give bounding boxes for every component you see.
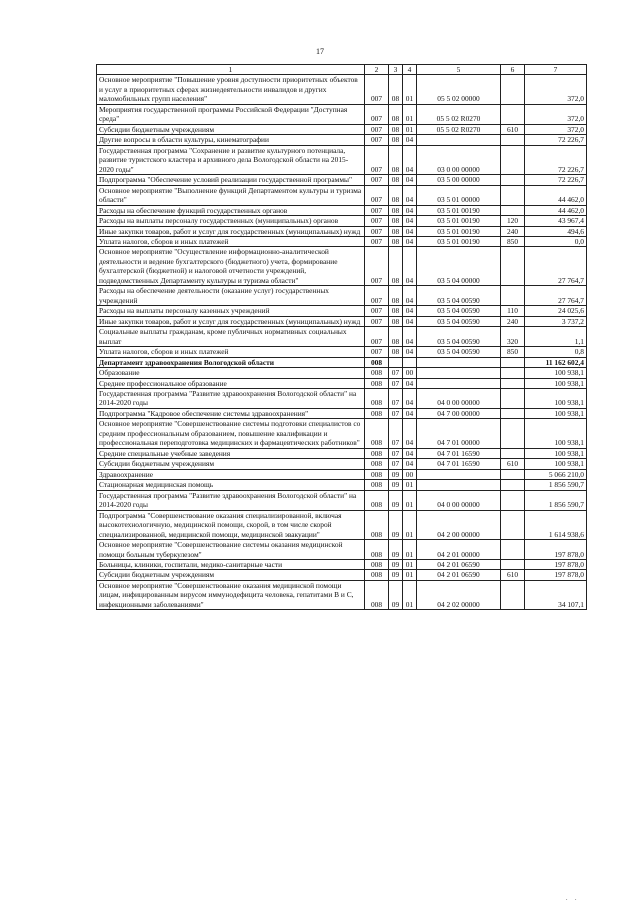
header-cell: 3 bbox=[389, 65, 403, 75]
table-row bbox=[97, 124, 587, 134]
table-row bbox=[97, 327, 587, 347]
subsection-code-cell: 04 bbox=[403, 145, 417, 174]
item-name-cell: Субсидии бюджетным учреждениям bbox=[97, 570, 365, 580]
amount-cell: 44 462,0 bbox=[525, 205, 587, 215]
table-row bbox=[97, 510, 587, 539]
table-row bbox=[97, 419, 587, 448]
table-row bbox=[97, 135, 587, 145]
target-article-cell: 03 5 01 00190 bbox=[417, 236, 501, 246]
section-code-cell: 08 bbox=[389, 75, 403, 104]
table-row bbox=[97, 216, 587, 226]
grbs-code-cell: 008 bbox=[365, 368, 389, 378]
grbs-code-cell: 007 bbox=[365, 236, 389, 246]
amount-cell: 3 737,2 bbox=[525, 316, 587, 326]
item-name-cell: Государственная программа "Развитие здравоохранения Вологодской области" на 2014-2020 годы bbox=[97, 389, 365, 409]
grbs-code-cell: 008 bbox=[365, 480, 389, 490]
item-name-cell: Расходы на выплаты персоналу государственных (муниципальных) органов bbox=[97, 216, 365, 226]
amount-cell: 100 938,1 bbox=[525, 448, 587, 458]
section-code-cell: 08 bbox=[389, 185, 403, 205]
grbs-code-cell: 007 bbox=[365, 145, 389, 174]
table-row bbox=[97, 378, 587, 388]
item-name-cell: Уплата налогов, сборов и иных платежей bbox=[97, 236, 365, 246]
item-name-cell: Подпрограмма "Обеспечение условий реализации государственной программы" bbox=[97, 175, 365, 185]
section-code-cell: 08 bbox=[389, 247, 403, 286]
header-cell: 4 bbox=[403, 65, 417, 75]
expense-type-cell bbox=[501, 185, 525, 205]
grbs-code-cell: 007 bbox=[365, 306, 389, 316]
subsection-code-cell: 04 bbox=[403, 389, 417, 409]
section-code-cell bbox=[389, 357, 403, 367]
header-cell: 2 bbox=[365, 65, 389, 75]
amount-cell: 72 226,7 bbox=[525, 175, 587, 185]
subsection-code-cell: 01 bbox=[403, 510, 417, 539]
header-cell: 5 bbox=[417, 65, 501, 75]
section-code-cell: 09 bbox=[389, 510, 403, 539]
table-row bbox=[97, 145, 587, 174]
amount-cell: 1 856 590,7 bbox=[525, 490, 587, 510]
target-article-cell: 04 2 01 00000 bbox=[417, 540, 501, 560]
item-name-cell: Расходы на обеспечение функций государственных органов bbox=[97, 205, 365, 215]
amount-cell: 27 764,7 bbox=[525, 286, 587, 306]
target-article-cell: 04 7 01 00000 bbox=[417, 419, 501, 448]
target-article-cell: 03 0 00 00000 bbox=[417, 145, 501, 174]
target-article-cell: 03 5 04 00590 bbox=[417, 327, 501, 347]
table-row bbox=[97, 570, 587, 580]
subsection-code-cell: 04 bbox=[403, 247, 417, 286]
expense-type-cell bbox=[501, 286, 525, 306]
expense-type-cell bbox=[501, 580, 525, 609]
table-row bbox=[97, 480, 587, 490]
subsection-code-cell: 04 bbox=[403, 448, 417, 458]
grbs-code-cell: 008 bbox=[365, 580, 389, 609]
item-name-cell: Уплата налогов, сборов и иных платежей bbox=[97, 347, 365, 357]
header-cell: 1 bbox=[97, 65, 365, 75]
grbs-code-cell: 007 bbox=[365, 316, 389, 326]
target-article-cell: 05 5 02 00000 bbox=[417, 75, 501, 104]
expense-type-cell: 110 bbox=[501, 306, 525, 316]
grbs-code-cell: 007 bbox=[365, 185, 389, 205]
amount-cell: 0,0 bbox=[525, 236, 587, 246]
item-name-cell: Средние специальные учебные заведения bbox=[97, 448, 365, 458]
section-code-cell: 07 bbox=[389, 448, 403, 458]
amount-cell: 34 107,1 bbox=[525, 580, 587, 609]
target-article-cell: 04 7 01 16590 bbox=[417, 448, 501, 458]
subsection-code-cell: 04 bbox=[403, 327, 417, 347]
grbs-code-cell: 008 bbox=[365, 490, 389, 510]
expense-type-cell bbox=[501, 247, 525, 286]
target-article-cell: 03 5 01 00190 bbox=[417, 216, 501, 226]
target-article-cell bbox=[417, 135, 501, 145]
expense-type-cell bbox=[501, 510, 525, 539]
item-name-cell: Подпрограмма "Совершенствование оказания специализированной, включая высокотехнологичную, медицинской помощи, скорой, в том числе скорой специализированной, медицинской помощи, медицинской эвакуации" bbox=[97, 510, 365, 539]
section-code-cell: 08 bbox=[389, 327, 403, 347]
target-article-cell: 03 5 04 00590 bbox=[417, 347, 501, 357]
table-body bbox=[97, 75, 587, 610]
section-code-cell: 07 bbox=[389, 459, 403, 469]
target-article-cell: 04 2 00 00000 bbox=[417, 510, 501, 539]
section-code-cell: 07 bbox=[389, 419, 403, 448]
amount-cell: 0,8 bbox=[525, 347, 587, 357]
amount-cell: 1 614 938,6 bbox=[525, 510, 587, 539]
amount-cell: 372,0 bbox=[525, 124, 587, 134]
section-code-cell: 08 bbox=[389, 347, 403, 357]
subsection-code-cell: 04 bbox=[403, 205, 417, 215]
grbs-code-cell: 008 bbox=[365, 448, 389, 458]
grbs-code-cell: 007 bbox=[365, 75, 389, 104]
amount-cell: 197 878,0 bbox=[525, 570, 587, 580]
grbs-code-cell: 008 bbox=[365, 469, 389, 479]
grbs-code-cell: 007 bbox=[365, 247, 389, 286]
grbs-code-cell: 007 bbox=[365, 135, 389, 145]
grbs-code-cell: 008 bbox=[365, 408, 389, 418]
subsection-code-cell: 04 bbox=[403, 226, 417, 236]
table-row bbox=[97, 389, 587, 409]
section-code-cell: 08 bbox=[389, 316, 403, 326]
table-row bbox=[97, 490, 587, 510]
target-article-cell: 03 5 01 00000 bbox=[417, 185, 501, 205]
amount-cell: 197 878,0 bbox=[525, 540, 587, 560]
subsection-code-cell: 00 bbox=[403, 368, 417, 378]
target-article-cell bbox=[417, 469, 501, 479]
amount-cell: 100 938,1 bbox=[525, 459, 587, 469]
expense-type-cell bbox=[501, 540, 525, 560]
target-article-cell bbox=[417, 378, 501, 388]
table-row bbox=[97, 185, 587, 205]
section-code-cell: 07 bbox=[389, 389, 403, 409]
budget-table bbox=[96, 64, 587, 610]
target-article-cell: 04 0 00 00000 bbox=[417, 389, 501, 409]
item-name-cell: Подпрограмма "Кадровое обеспечение системы здравоохранения" bbox=[97, 408, 365, 418]
grbs-code-cell: 007 bbox=[365, 226, 389, 236]
expense-type-cell: 610 bbox=[501, 124, 525, 134]
target-article-cell bbox=[417, 357, 501, 367]
table-row bbox=[97, 306, 587, 316]
expense-type-cell bbox=[501, 175, 525, 185]
section-code-cell: 08 bbox=[389, 124, 403, 134]
table-row bbox=[97, 286, 587, 306]
section-code-cell: 09 bbox=[389, 580, 403, 609]
subsection-code-cell: 01 bbox=[403, 570, 417, 580]
target-article-cell: 03 5 00 00000 bbox=[417, 175, 501, 185]
expense-type-cell bbox=[501, 389, 525, 409]
grbs-code-cell: 008 bbox=[365, 357, 389, 367]
target-article-cell: 03 5 04 00590 bbox=[417, 286, 501, 306]
expense-type-cell: 120 bbox=[501, 216, 525, 226]
item-name-cell: Социальные выплаты гражданам, кроме публичных нормативных социальных выплат bbox=[97, 327, 365, 347]
item-name-cell: Основное мероприятие "Выполнение функций Департаментом культуры и туризма области" bbox=[97, 185, 365, 205]
expense-type-cell: 240 bbox=[501, 226, 525, 236]
subsection-code-cell: 01 bbox=[403, 540, 417, 560]
section-code-cell: 09 bbox=[389, 570, 403, 580]
grbs-code-cell: 008 bbox=[365, 378, 389, 388]
subsection-code-cell: 01 bbox=[403, 104, 417, 124]
subsection-code-cell: 01 bbox=[403, 480, 417, 490]
item-name-cell: Мероприятия государственной программы Российской Федерации "Доступная среда" bbox=[97, 104, 365, 124]
section-code-cell: 08 bbox=[389, 104, 403, 124]
grbs-code-cell: 008 bbox=[365, 389, 389, 409]
table-row bbox=[97, 316, 587, 326]
expense-type-cell bbox=[501, 419, 525, 448]
expense-type-cell bbox=[501, 104, 525, 124]
target-article-cell: 04 2 01 06590 bbox=[417, 559, 501, 569]
section-code-cell: 08 bbox=[389, 205, 403, 215]
grbs-code-cell: 007 bbox=[365, 124, 389, 134]
target-article-cell: 03 5 04 00000 bbox=[417, 247, 501, 286]
item-name-cell: Основное мероприятие "Совершенствование системы подготовки специалистов со средним профессиональным образованием, повышение квалификации и профессиональная переподготовка медицинских и фармацевтических работников" bbox=[97, 419, 365, 448]
expense-type-cell bbox=[501, 378, 525, 388]
table-row bbox=[97, 580, 587, 609]
expense-type-cell: 320 bbox=[501, 327, 525, 347]
item-name-cell: Субсидии бюджетным учреждениям bbox=[97, 459, 365, 469]
table-row bbox=[97, 75, 587, 104]
subsection-code-cell: 04 bbox=[403, 459, 417, 469]
table-row bbox=[97, 408, 587, 418]
amount-cell: 100 938,1 bbox=[525, 368, 587, 378]
grbs-code-cell: 007 bbox=[365, 216, 389, 226]
expense-type-cell: 610 bbox=[501, 570, 525, 580]
grbs-code-cell: 007 bbox=[365, 175, 389, 185]
target-article-cell: 04 2 01 06590 bbox=[417, 570, 501, 580]
header-row bbox=[97, 65, 587, 75]
grbs-code-cell: 007 bbox=[365, 286, 389, 306]
table-header bbox=[97, 65, 587, 75]
section-code-cell: 09 bbox=[389, 490, 403, 510]
amount-cell: 11 162 602,4 bbox=[525, 357, 587, 367]
subsection-code-cell: 04 bbox=[403, 347, 417, 357]
subsection-code-cell: 00 bbox=[403, 469, 417, 479]
item-name-cell: Стационарная медицинская помощь bbox=[97, 480, 365, 490]
target-article-cell: 05 5 02 R0270 bbox=[417, 104, 501, 124]
amount-cell: 372,0 bbox=[525, 75, 587, 104]
section-code-cell: 08 bbox=[389, 286, 403, 306]
amount-cell: 100 938,1 bbox=[525, 419, 587, 448]
expense-type-cell bbox=[501, 469, 525, 479]
amount-cell: 72 226,7 bbox=[525, 135, 587, 145]
amount-cell: 494,6 bbox=[525, 226, 587, 236]
item-name-cell: Здравоохранение bbox=[97, 469, 365, 479]
target-article-cell: 04 7 01 16590 bbox=[417, 459, 501, 469]
table-row bbox=[97, 540, 587, 560]
item-name-cell: Образование bbox=[97, 368, 365, 378]
subsection-code-cell: 04 bbox=[403, 216, 417, 226]
section-code-cell: 09 bbox=[389, 480, 403, 490]
amount-cell: 100 938,1 bbox=[525, 389, 587, 409]
subsection-code-cell: 04 bbox=[403, 135, 417, 145]
expense-type-cell: 850 bbox=[501, 347, 525, 357]
subsection-code-cell: 04 bbox=[403, 236, 417, 246]
section-code-cell: 09 bbox=[389, 540, 403, 560]
grbs-code-cell: 008 bbox=[365, 459, 389, 469]
subsection-code-cell bbox=[403, 357, 417, 367]
header-cell: 6 bbox=[501, 65, 525, 75]
section-code-cell: 08 bbox=[389, 175, 403, 185]
expense-type-cell bbox=[501, 145, 525, 174]
table-row bbox=[97, 347, 587, 357]
section-code-cell: 08 bbox=[389, 306, 403, 316]
subsection-code-cell: 04 bbox=[403, 185, 417, 205]
table-row bbox=[97, 247, 587, 286]
item-name-cell: Среднее профессиональное образование bbox=[97, 378, 365, 388]
expense-type-cell bbox=[501, 448, 525, 458]
amount-cell: 1 856 590,7 bbox=[525, 480, 587, 490]
expense-type-cell bbox=[501, 205, 525, 215]
item-name-cell: Департамент здравоохранения Вологодской области bbox=[97, 357, 365, 367]
table-row bbox=[97, 469, 587, 479]
expense-type-cell: 850 bbox=[501, 236, 525, 246]
header-cell: 7 bbox=[525, 65, 587, 75]
amount-cell: 5 066 210,0 bbox=[525, 469, 587, 479]
item-name-cell: Государственная программа "Развитие здравоохранения Вологодской области" на 2014-2020 годы bbox=[97, 490, 365, 510]
item-name-cell: Государственная программа "Сохранение и развитие культурного потенциала, развитие туристского кластера и архивного дела Вологодской области на 2015-2020 годы" bbox=[97, 145, 365, 174]
expense-type-cell bbox=[501, 135, 525, 145]
target-article-cell: 03 5 01 00190 bbox=[417, 205, 501, 215]
grbs-code-cell: 008 bbox=[365, 540, 389, 560]
subsection-code-cell: 04 bbox=[403, 175, 417, 185]
section-code-cell: 07 bbox=[389, 378, 403, 388]
grbs-code-cell: 007 bbox=[365, 327, 389, 347]
item-name-cell: Основное мероприятие "Совершенствование оказания медицинской помощи лицам, инфицированным вирусом иммунодефицита человека, гепатитами B и C, инфекционными заболеваниями" bbox=[97, 580, 365, 609]
subsection-code-cell: 01 bbox=[403, 559, 417, 569]
amount-cell: 27 764,7 bbox=[525, 247, 587, 286]
target-article-cell: 04 2 02 00000 bbox=[417, 580, 501, 609]
section-code-cell: 07 bbox=[389, 368, 403, 378]
amount-cell: 44 462,0 bbox=[525, 185, 587, 205]
target-article-cell bbox=[417, 368, 501, 378]
subsection-code-cell: 01 bbox=[403, 124, 417, 134]
subsection-code-cell: 04 bbox=[403, 306, 417, 316]
grbs-code-cell: 008 bbox=[365, 510, 389, 539]
grbs-code-cell: 007 bbox=[365, 205, 389, 215]
footer-mark: . . bbox=[566, 896, 580, 902]
section-code-cell: 09 bbox=[389, 559, 403, 569]
amount-cell: 43 967,4 bbox=[525, 216, 587, 226]
item-name-cell: Расходы на выплаты персоналу казенных учреждений bbox=[97, 306, 365, 316]
target-article-cell: 05 5 02 R0270 bbox=[417, 124, 501, 134]
table-row bbox=[97, 559, 587, 569]
section-code-cell: 08 bbox=[389, 145, 403, 174]
table-row bbox=[97, 357, 587, 367]
expense-type-cell bbox=[501, 75, 525, 104]
amount-cell: 24 025,6 bbox=[525, 306, 587, 316]
section-code-cell: 08 bbox=[389, 216, 403, 226]
subsection-code-cell: 04 bbox=[403, 419, 417, 448]
amount-cell: 100 938,1 bbox=[525, 378, 587, 388]
section-code-cell: 09 bbox=[389, 469, 403, 479]
amount-cell: 72 226,7 bbox=[525, 145, 587, 174]
grbs-code-cell: 008 bbox=[365, 559, 389, 569]
item-name-cell: Основное мероприятие "Осуществление информационно-аналитической деятельности и ведение бухгалтерского (бюджетного) учета, формирование бухгалтерской (бюджетной) и налоговой отчетности учреждений, подведомственных Департаменту культуры и туризма области" bbox=[97, 247, 365, 286]
item-name-cell: Иные закупки товаров, работ и услуг для государственных (муниципальных) нужд bbox=[97, 226, 365, 236]
section-code-cell: 07 bbox=[389, 408, 403, 418]
grbs-code-cell: 007 bbox=[365, 347, 389, 357]
grbs-code-cell: 008 bbox=[365, 570, 389, 580]
grbs-code-cell: 008 bbox=[365, 419, 389, 448]
target-article-cell: 04 0 00 00000 bbox=[417, 490, 501, 510]
table-row bbox=[97, 236, 587, 246]
section-code-cell: 08 bbox=[389, 135, 403, 145]
expense-type-cell bbox=[501, 357, 525, 367]
subsection-code-cell: 01 bbox=[403, 75, 417, 104]
table-row bbox=[97, 459, 587, 469]
expense-type-cell bbox=[501, 480, 525, 490]
section-code-cell: 08 bbox=[389, 226, 403, 236]
table-row bbox=[97, 104, 587, 124]
item-name-cell: Другие вопросы в области культуры, кинематографии bbox=[97, 135, 365, 145]
amount-cell: 1,1 bbox=[525, 327, 587, 347]
amount-cell: 372,0 bbox=[525, 104, 587, 124]
item-name-cell: Субсидии бюджетным учреждениям bbox=[97, 124, 365, 134]
grbs-code-cell: 007 bbox=[365, 104, 389, 124]
item-name-cell: Больницы, клиники, госпитали, медико-санитарные части bbox=[97, 559, 365, 569]
item-name-cell: Основное мероприятие "Совершенствование системы оказания медицинской помощи больным туберкулезом" bbox=[97, 540, 365, 560]
expense-type-cell: 610 bbox=[501, 459, 525, 469]
table-row bbox=[97, 205, 587, 215]
target-article-cell: 03 5 04 00590 bbox=[417, 316, 501, 326]
subsection-code-cell: 01 bbox=[403, 490, 417, 510]
table-row bbox=[97, 368, 587, 378]
subsection-code-cell: 04 bbox=[403, 378, 417, 388]
subsection-code-cell: 04 bbox=[403, 316, 417, 326]
expense-type-cell bbox=[501, 408, 525, 418]
expense-type-cell bbox=[501, 559, 525, 569]
target-article-cell: 03 5 04 00590 bbox=[417, 306, 501, 316]
table-row bbox=[97, 448, 587, 458]
subsection-code-cell: 04 bbox=[403, 286, 417, 306]
target-article-cell: 04 7 00 00000 bbox=[417, 408, 501, 418]
subsection-code-cell: 04 bbox=[403, 408, 417, 418]
expense-type-cell bbox=[501, 490, 525, 510]
item-name-cell: Расходы на обеспечение деятельности (оказание услуг) государственных учреждений bbox=[97, 286, 365, 306]
target-article-cell: 03 5 01 00190 bbox=[417, 226, 501, 236]
target-article-cell bbox=[417, 480, 501, 490]
table-row bbox=[97, 175, 587, 185]
page-number: 17 bbox=[316, 47, 324, 56]
amount-cell: 100 938,1 bbox=[525, 408, 587, 418]
table-row bbox=[97, 226, 587, 236]
expense-type-cell: 240 bbox=[501, 316, 525, 326]
item-name-cell: Основное мероприятие "Повышение уровня доступности приоритетных объектов и услуг в приоритетных сферах жизнедеятельности инвалидов и других маломобильных групп населения" bbox=[97, 75, 365, 104]
item-name-cell: Иные закупки товаров, работ и услуг для государственных (муниципальных) нужд bbox=[97, 316, 365, 326]
subsection-code-cell: 01 bbox=[403, 580, 417, 609]
expense-type-cell bbox=[501, 368, 525, 378]
amount-cell: 197 878,0 bbox=[525, 559, 587, 569]
section-code-cell: 08 bbox=[389, 236, 403, 246]
